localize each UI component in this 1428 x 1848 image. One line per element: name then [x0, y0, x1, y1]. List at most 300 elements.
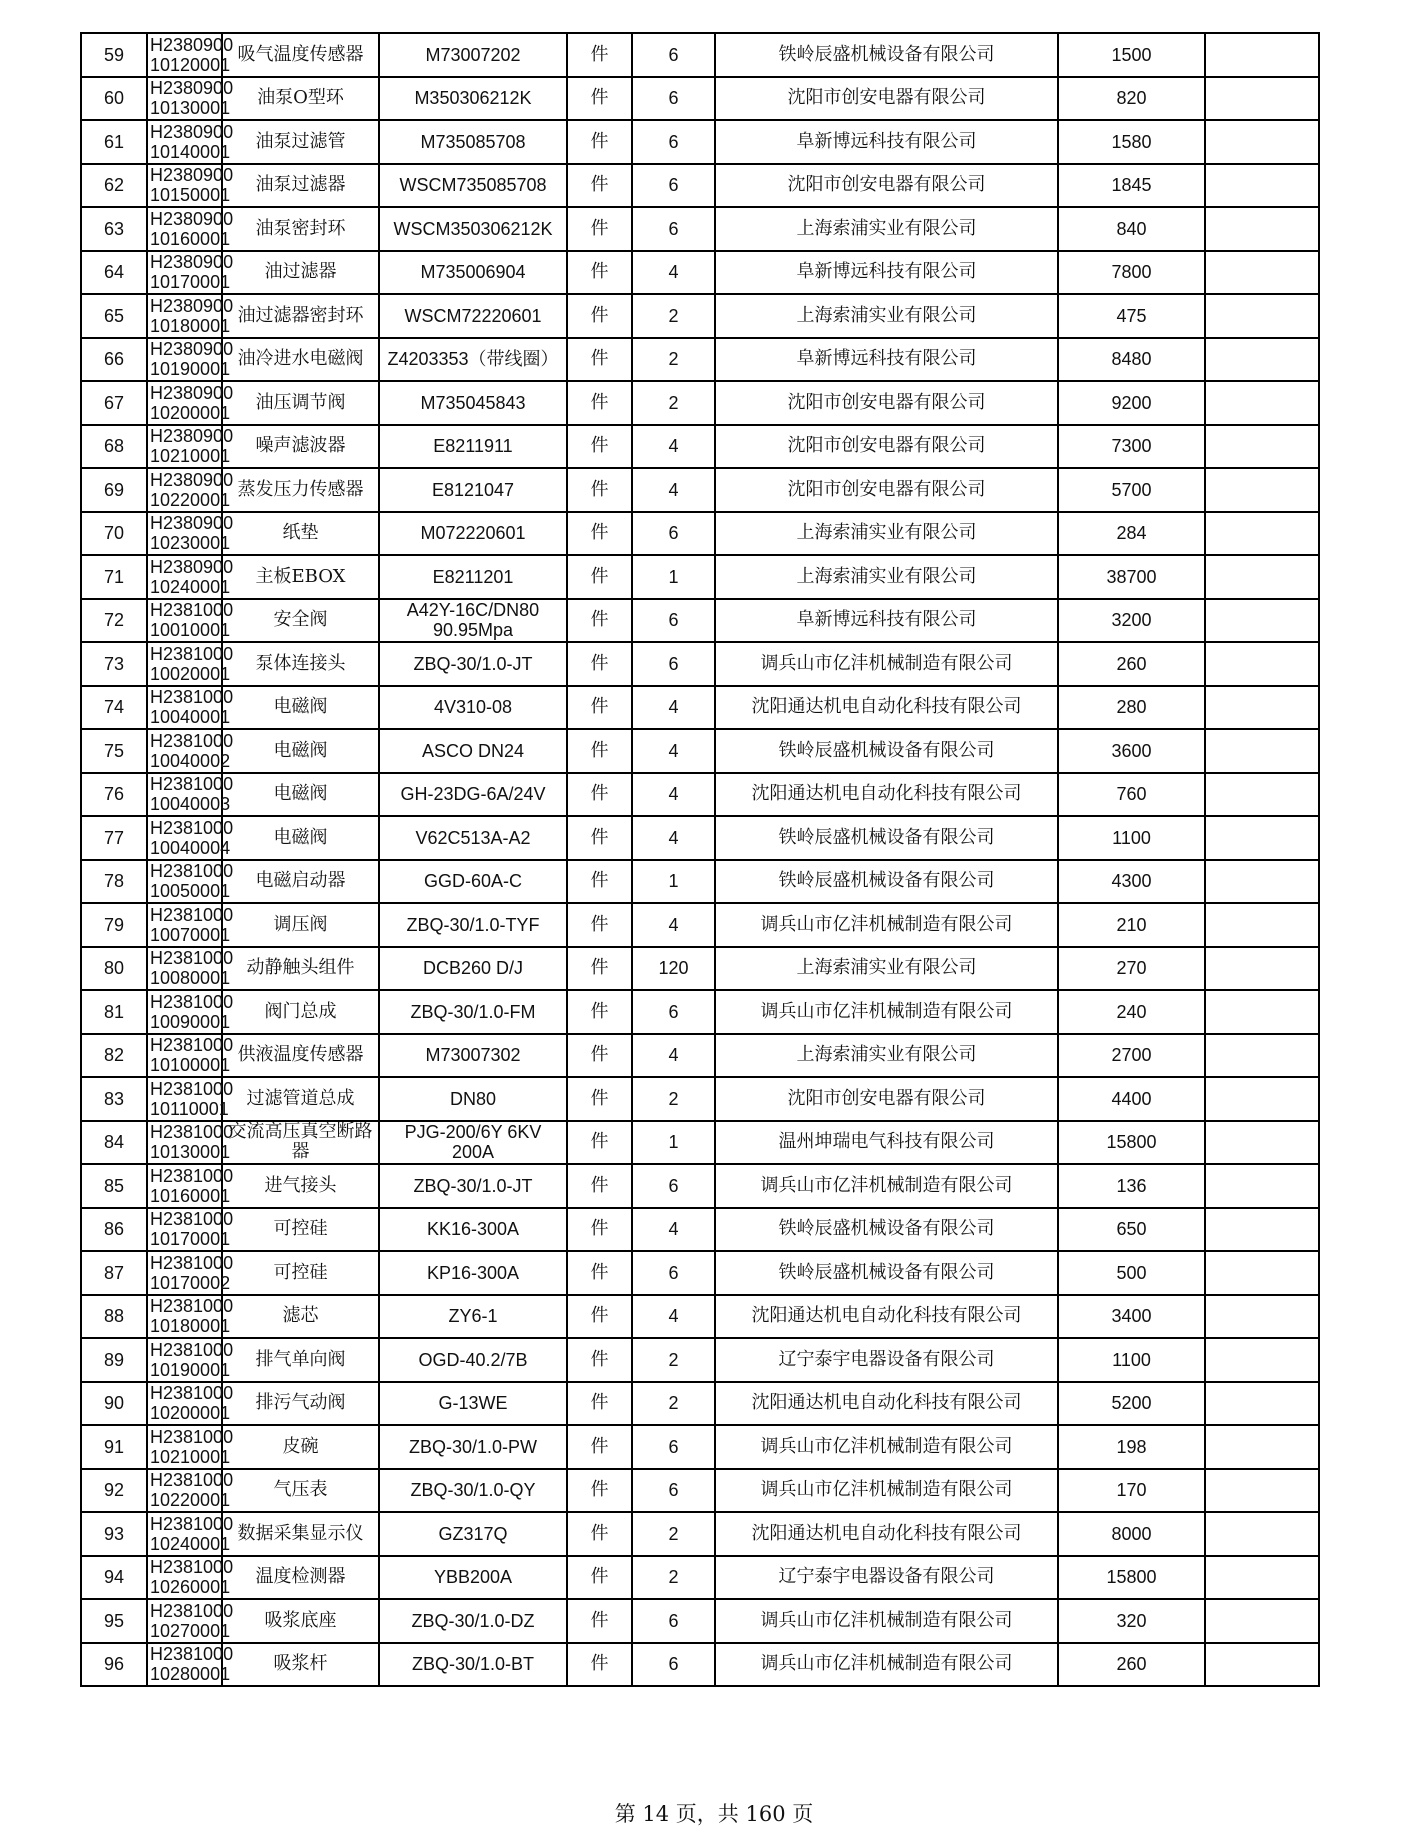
- part-model-cell: ZBQ-30/1.0-QY: [379, 1469, 567, 1513]
- supplier-cell: 温州坤瑞电气科技有限公司: [715, 1121, 1058, 1165]
- remark-cell: [1205, 816, 1319, 860]
- price-cell: 8000: [1058, 1512, 1205, 1556]
- price-cell: 5700: [1058, 468, 1205, 512]
- part-name-cell: 皮碗: [222, 1425, 379, 1469]
- material-code-line-1: H2380900: [150, 208, 234, 229]
- price-cell: 820: [1058, 77, 1205, 121]
- part-name-cell: 电磁阀: [222, 816, 379, 860]
- row-number-cell: 87: [81, 1251, 147, 1295]
- table-row: [81, 1164, 1319, 1208]
- unit-cell: 件: [567, 425, 632, 469]
- supplier-cell: 阜新博远科技有限公司: [715, 251, 1058, 295]
- part-model-cell: YBB200A: [379, 1556, 567, 1600]
- material-code-cell: [147, 1425, 234, 1469]
- supplier-cell: 沈阳通达机电自动化科技有限公司: [715, 1512, 1058, 1556]
- unit-cell: 件: [567, 1599, 632, 1643]
- row-number-cell: 89: [81, 1338, 147, 1382]
- part-name-cell: 动静触头组件: [222, 947, 379, 991]
- part-name-cell: 油泵过滤器: [222, 164, 379, 208]
- material-code-cell: [147, 120, 234, 164]
- material-code-line-2: 10040002: [150, 750, 231, 771]
- part-model-cell: KK16-300A: [379, 1208, 567, 1252]
- unit-cell: 件: [567, 599, 632, 643]
- part-name-cell: 温度检测器: [222, 1556, 379, 1600]
- price-cell: 500: [1058, 1251, 1205, 1295]
- remark-cell: [1205, 1425, 1319, 1469]
- quantity-cell: 2: [632, 338, 715, 382]
- supplier-cell: 沈阳市创安电器有限公司: [715, 468, 1058, 512]
- row-number-cell: 84: [81, 1121, 147, 1165]
- part-model-cell: M735085708: [379, 120, 567, 164]
- unit-cell: 件: [567, 468, 632, 512]
- material-code-line-2: 10140001: [150, 141, 231, 162]
- material-code-line-2: 10150001: [150, 185, 231, 206]
- material-code-line-1: H2381000: [150, 730, 234, 751]
- price-cell: 475: [1058, 294, 1205, 338]
- material-code-line-1: H2380900: [150, 339, 234, 360]
- quantity-cell: 6: [632, 1469, 715, 1513]
- material-code-cell: [147, 903, 234, 947]
- material-code-line-1: H2381000: [150, 948, 234, 969]
- material-code-line-2: 10240001: [150, 576, 231, 597]
- part-model-cell: WSCM735085708: [379, 164, 567, 208]
- price-cell: 7800: [1058, 251, 1205, 295]
- material-code-line-2: 10040004: [150, 837, 231, 858]
- material-code-line-1: H2381000: [150, 687, 234, 708]
- part-model-cell: DN80: [379, 1077, 567, 1121]
- price-cell: 170: [1058, 1469, 1205, 1513]
- remark-cell: [1205, 555, 1319, 599]
- part-name-cell: 油泵O型环: [222, 77, 379, 121]
- part-name-cell: 纸垫: [222, 512, 379, 556]
- table-row: [81, 251, 1319, 295]
- part-model-cell: WSCM350306212K: [379, 207, 567, 251]
- row-number-cell: 75: [81, 729, 147, 773]
- unit-cell: 件: [567, 1469, 632, 1513]
- price-cell: 284: [1058, 512, 1205, 556]
- part-model-cell: Z4203353（带线圈）: [379, 338, 567, 382]
- unit-cell: 件: [567, 294, 632, 338]
- table-row: [81, 1643, 1319, 1687]
- remark-cell: [1205, 338, 1319, 382]
- unit-cell: 件: [567, 1077, 632, 1121]
- material-code-line-2: 10120001: [150, 54, 231, 75]
- part-name-cell: 吸气温度传感器: [222, 33, 379, 77]
- part-name-cell: 蒸发压力传感器: [222, 468, 379, 512]
- remark-cell: [1205, 1251, 1319, 1295]
- material-code-line-1: H2381000: [150, 1165, 234, 1186]
- remark-cell: [1205, 1556, 1319, 1600]
- unit-cell: 件: [567, 686, 632, 730]
- unit-cell: 件: [567, 1382, 632, 1426]
- part-name-cell: 电磁阀: [222, 773, 379, 817]
- row-number-cell: 85: [81, 1164, 147, 1208]
- price-cell: 1580: [1058, 120, 1205, 164]
- part-model-cell: G-13WE: [379, 1382, 567, 1426]
- material-code-cell: [147, 773, 234, 817]
- price-cell: 260: [1058, 642, 1205, 686]
- price-cell: 1100: [1058, 1338, 1205, 1382]
- table-row: [81, 120, 1319, 164]
- material-code-line-1: H2380900: [150, 513, 234, 534]
- quantity-cell: 4: [632, 1034, 715, 1078]
- material-code-line-2: 10190001: [150, 1359, 231, 1380]
- table-row: [81, 425, 1319, 469]
- parts-table: [80, 32, 1320, 1687]
- remark-cell: [1205, 1295, 1319, 1339]
- material-code-line-2: 10260001: [150, 1577, 231, 1598]
- quantity-cell: 120: [632, 947, 715, 991]
- supplier-cell: 上海索浦实业有限公司: [715, 294, 1058, 338]
- material-code-cell: [147, 642, 234, 686]
- price-cell: 7300: [1058, 425, 1205, 469]
- row-number-cell: 65: [81, 294, 147, 338]
- part-name-cell: 交流高压真空断路器: [222, 1121, 379, 1165]
- supplier-cell: 上海索浦实业有限公司: [715, 1034, 1058, 1078]
- row-number-cell: 81: [81, 990, 147, 1034]
- material-code-cell: [147, 1121, 234, 1165]
- part-name-cell: 过滤管道总成: [222, 1077, 379, 1121]
- price-cell: 1100: [1058, 816, 1205, 860]
- material-code-line-2: 10160001: [150, 228, 231, 249]
- table-row: [81, 77, 1319, 121]
- unit-cell: 件: [567, 773, 632, 817]
- material-code-cell: [147, 1164, 234, 1208]
- table-row: [81, 1208, 1319, 1252]
- material-code-line-1: H2381000: [150, 1122, 234, 1143]
- part-model-cell: GZ317Q: [379, 1512, 567, 1556]
- price-cell: 4400: [1058, 1077, 1205, 1121]
- remark-cell: [1205, 1164, 1319, 1208]
- material-code-line-1: H2381000: [150, 904, 234, 925]
- quantity-cell: 4: [632, 816, 715, 860]
- supplier-cell: 铁岭辰盛机械设备有限公司: [715, 33, 1058, 77]
- material-code-line-1: H2380900: [150, 165, 234, 186]
- remark-cell: [1205, 729, 1319, 773]
- table-row: [81, 903, 1319, 947]
- material-code-line-1: H2381000: [150, 1252, 234, 1273]
- quantity-cell: 4: [632, 468, 715, 512]
- price-cell: 8480: [1058, 338, 1205, 382]
- unit-cell: 件: [567, 816, 632, 860]
- material-code-line-2: 10210001: [150, 1446, 231, 1467]
- remark-cell: [1205, 990, 1319, 1034]
- row-number-cell: 91: [81, 1425, 147, 1469]
- quantity-cell: 4: [632, 425, 715, 469]
- table-row: [81, 33, 1319, 77]
- row-number-cell: 80: [81, 947, 147, 991]
- part-model-cell: M072220601: [379, 512, 567, 556]
- material-code-line-1: H2380900: [150, 252, 234, 273]
- price-cell: 15800: [1058, 1121, 1205, 1165]
- unit-cell: 件: [567, 381, 632, 425]
- unit-cell: 件: [567, 251, 632, 295]
- material-code-line-1: H2380900: [150, 556, 234, 577]
- material-code-line-1: H2381000: [150, 817, 234, 838]
- material-code-line-1: H2381000: [150, 1078, 234, 1099]
- quantity-cell: 6: [632, 599, 715, 643]
- material-code-cell: [147, 77, 234, 121]
- part-name-cell: 进气接头: [222, 1164, 379, 1208]
- row-number-cell: 71: [81, 555, 147, 599]
- row-number-cell: 93: [81, 1512, 147, 1556]
- part-model-cell: E8121047: [379, 468, 567, 512]
- quantity-cell: 1: [632, 860, 715, 904]
- quantity-cell: 4: [632, 773, 715, 817]
- supplier-cell: 沈阳通达机电自动化科技有限公司: [715, 773, 1058, 817]
- material-code-cell: [147, 1599, 234, 1643]
- unit-cell: 件: [567, 1251, 632, 1295]
- quantity-cell: 6: [632, 1164, 715, 1208]
- supplier-cell: 沈阳市创安电器有限公司: [715, 425, 1058, 469]
- material-code-line-2: 10170001: [150, 1229, 231, 1250]
- material-code-line-2: 10240001: [150, 1533, 231, 1554]
- material-code-line-1: H2381000: [150, 991, 234, 1012]
- quantity-cell: 6: [632, 512, 715, 556]
- material-code-line-2: 10210001: [150, 446, 231, 467]
- table-row: [81, 207, 1319, 251]
- table-row: [81, 686, 1319, 730]
- material-code-cell: [147, 251, 234, 295]
- material-code-line-1: H2381000: [150, 774, 234, 795]
- unit-cell: 件: [567, 120, 632, 164]
- supplier-cell: 上海索浦实业有限公司: [715, 207, 1058, 251]
- unit-cell: 件: [567, 729, 632, 773]
- supplier-cell: 铁岭辰盛机械设备有限公司: [715, 1251, 1058, 1295]
- price-cell: 9200: [1058, 381, 1205, 425]
- supplier-cell: 调兵山市亿沣机械制造有限公司: [715, 642, 1058, 686]
- unit-cell: 件: [567, 860, 632, 904]
- unit-cell: 件: [567, 947, 632, 991]
- material-code-cell: [147, 381, 234, 425]
- quantity-cell: 2: [632, 1556, 715, 1600]
- part-name-cell: 油过滤器: [222, 251, 379, 295]
- supplier-cell: 调兵山市亿沣机械制造有限公司: [715, 990, 1058, 1034]
- material-code-cell: [147, 1295, 234, 1339]
- part-name-cell: 滤芯: [222, 1295, 379, 1339]
- part-name-cell: 调压阀: [222, 903, 379, 947]
- material-code-cell: [147, 468, 234, 512]
- unit-cell: 件: [567, 338, 632, 382]
- quantity-cell: 6: [632, 164, 715, 208]
- row-number-cell: 77: [81, 816, 147, 860]
- remark-cell: [1205, 251, 1319, 295]
- supplier-cell: 辽宁泰宇电器设备有限公司: [715, 1556, 1058, 1600]
- table-row: [81, 1556, 1319, 1600]
- part-name-cell: 电磁阀: [222, 686, 379, 730]
- material-code-line-1: H2381000: [150, 1644, 234, 1665]
- quantity-cell: 6: [632, 990, 715, 1034]
- remark-cell: [1205, 686, 1319, 730]
- remark-cell: [1205, 860, 1319, 904]
- part-model-cell: KP16-300A: [379, 1251, 567, 1295]
- quantity-cell: 4: [632, 686, 715, 730]
- table-row: [81, 381, 1319, 425]
- table-row: [81, 860, 1319, 904]
- material-code-line-2: 10100001: [150, 1055, 231, 1076]
- table-row: [81, 599, 1319, 643]
- material-code-line-2: 10070001: [150, 924, 231, 945]
- material-code-line-1: H2380900: [150, 295, 234, 316]
- part-name-cell: 排气单向阀: [222, 1338, 379, 1382]
- supplier-cell: 沈阳市创安电器有限公司: [715, 381, 1058, 425]
- quantity-cell: 2: [632, 1077, 715, 1121]
- row-number-cell: 96: [81, 1643, 147, 1687]
- remark-cell: [1205, 1034, 1319, 1078]
- material-code-cell: [147, 1208, 234, 1252]
- material-code-line-1: H2381000: [150, 1339, 234, 1360]
- table-row: [81, 1425, 1319, 1469]
- table-row: [81, 1382, 1319, 1426]
- part-model-cell: ZBQ-30/1.0-DZ: [379, 1599, 567, 1643]
- remark-cell: [1205, 1121, 1319, 1165]
- material-code-cell: [147, 33, 234, 77]
- price-cell: 840: [1058, 207, 1205, 251]
- material-code-cell: [147, 512, 234, 556]
- part-model-cell: M735006904: [379, 251, 567, 295]
- remark-cell: [1205, 1338, 1319, 1382]
- table-row: [81, 1599, 1319, 1643]
- part-model-cell: ZY6-1: [379, 1295, 567, 1339]
- unit-cell: 件: [567, 903, 632, 947]
- price-cell: 650: [1058, 1208, 1205, 1252]
- material-code-line-2: 10020001: [150, 663, 231, 684]
- material-code-cell: [147, 1382, 234, 1426]
- material-code-cell: [147, 816, 234, 860]
- material-code-cell: [147, 1338, 234, 1382]
- quantity-cell: 2: [632, 1512, 715, 1556]
- row-number-cell: 94: [81, 1556, 147, 1600]
- part-model-cell: V62C513A-A2: [379, 816, 567, 860]
- material-code-line-2: 10040001: [150, 707, 231, 728]
- material-code-cell: [147, 686, 234, 730]
- table-row: [81, 729, 1319, 773]
- quantity-cell: 1: [632, 1121, 715, 1165]
- remark-cell: [1205, 512, 1319, 556]
- material-code-cell: [147, 207, 234, 251]
- material-code-cell: [147, 164, 234, 208]
- row-number-cell: 68: [81, 425, 147, 469]
- price-cell: 38700: [1058, 555, 1205, 599]
- part-model-cell: M73007302: [379, 1034, 567, 1078]
- part-model-cell: ZBQ-30/1.0-FM: [379, 990, 567, 1034]
- quantity-cell: 6: [632, 1425, 715, 1469]
- quantity-cell: 4: [632, 1208, 715, 1252]
- material-code-line-2: 10110001: [150, 1098, 229, 1119]
- row-number-cell: 92: [81, 1469, 147, 1513]
- supplier-cell: 沈阳市创安电器有限公司: [715, 1077, 1058, 1121]
- supplier-cell: 沈阳市创安电器有限公司: [715, 164, 1058, 208]
- unit-cell: 件: [567, 1512, 632, 1556]
- remark-cell: [1205, 1077, 1319, 1121]
- part-model-cell: E8211201: [379, 555, 567, 599]
- part-model-cell: DCB260 D/J: [379, 947, 567, 991]
- part-name-cell: 气压表: [222, 1469, 379, 1513]
- material-code-line-1: H2381000: [150, 643, 234, 664]
- material-code-line-2: 10040003: [150, 794, 231, 815]
- table-row: [81, 468, 1319, 512]
- material-code-cell: [147, 555, 234, 599]
- table-row: [81, 1034, 1319, 1078]
- quantity-cell: 2: [632, 1338, 715, 1382]
- supplier-cell: 调兵山市亿沣机械制造有限公司: [715, 1425, 1058, 1469]
- remark-cell: [1205, 1469, 1319, 1513]
- material-code-line-2: 10190001: [150, 359, 231, 380]
- remark-cell: [1205, 1382, 1319, 1426]
- material-code-cell: [147, 860, 234, 904]
- material-code-line-2: 10170002: [150, 1272, 231, 1293]
- quantity-cell: 6: [632, 77, 715, 121]
- material-code-cell: [147, 1034, 234, 1078]
- quantity-cell: 6: [632, 33, 715, 77]
- row-number-cell: 90: [81, 1382, 147, 1426]
- table-row: [81, 990, 1319, 1034]
- material-code-line-1: H2381000: [150, 1557, 234, 1578]
- unit-cell: 件: [567, 1338, 632, 1382]
- part-name-cell: 吸浆杆: [222, 1643, 379, 1687]
- material-code-line-2: 10130001: [150, 1142, 231, 1163]
- remark-cell: [1205, 207, 1319, 251]
- part-model-cell: OGD-40.2/7B: [379, 1338, 567, 1382]
- row-number-cell: 62: [81, 164, 147, 208]
- material-code-line-1: H2381000: [150, 1296, 234, 1317]
- part-name-cell: 油泵过滤管: [222, 120, 379, 164]
- part-name-cell: 电磁阀: [222, 729, 379, 773]
- part-model-cell: ZBQ-30/1.0-PW: [379, 1425, 567, 1469]
- unit-cell: 件: [567, 1121, 632, 1165]
- price-cell: 2700: [1058, 1034, 1205, 1078]
- quantity-cell: 2: [632, 294, 715, 338]
- supplier-cell: 上海索浦实业有限公司: [715, 555, 1058, 599]
- material-code-cell: [147, 1556, 234, 1600]
- table-row: [81, 555, 1319, 599]
- material-code-line-2: 10230001: [150, 533, 231, 554]
- remark-cell: [1205, 947, 1319, 991]
- part-model-cell: A42Y-16C/DN80 90.95Mpa: [379, 599, 567, 643]
- price-cell: 270: [1058, 947, 1205, 991]
- material-code-line-2: 10160001: [150, 1185, 231, 1206]
- material-code-line-1: H2380900: [150, 426, 234, 447]
- price-cell: 210: [1058, 903, 1205, 947]
- row-number-cell: 82: [81, 1034, 147, 1078]
- material-code-line-2: 10200001: [150, 1403, 231, 1424]
- row-number-cell: 83: [81, 1077, 147, 1121]
- row-number-cell: 64: [81, 251, 147, 295]
- price-cell: 198: [1058, 1425, 1205, 1469]
- quantity-cell: 6: [632, 642, 715, 686]
- unit-cell: 件: [567, 642, 632, 686]
- table-row: [81, 294, 1319, 338]
- material-code-line-1: H2381000: [150, 861, 234, 882]
- material-code-cell: [147, 425, 234, 469]
- row-number-cell: 95: [81, 1599, 147, 1643]
- price-cell: 760: [1058, 773, 1205, 817]
- material-code-line-1: H2381000: [150, 1470, 234, 1491]
- row-number-cell: 73: [81, 642, 147, 686]
- supplier-cell: 阜新博远科技有限公司: [715, 120, 1058, 164]
- remark-cell: [1205, 468, 1319, 512]
- row-number-cell: 86: [81, 1208, 147, 1252]
- material-code-line-1: H2380900: [150, 469, 234, 490]
- price-cell: 5200: [1058, 1382, 1205, 1426]
- table-row: [81, 338, 1319, 382]
- part-name-cell: 主板EBOX: [222, 555, 379, 599]
- material-code-line-2: 10090001: [150, 1011, 231, 1032]
- part-name-cell: 油压调节阀: [222, 381, 379, 425]
- quantity-cell: 6: [632, 1599, 715, 1643]
- remark-cell: [1205, 642, 1319, 686]
- supplier-cell: 调兵山市亿沣机械制造有限公司: [715, 1643, 1058, 1687]
